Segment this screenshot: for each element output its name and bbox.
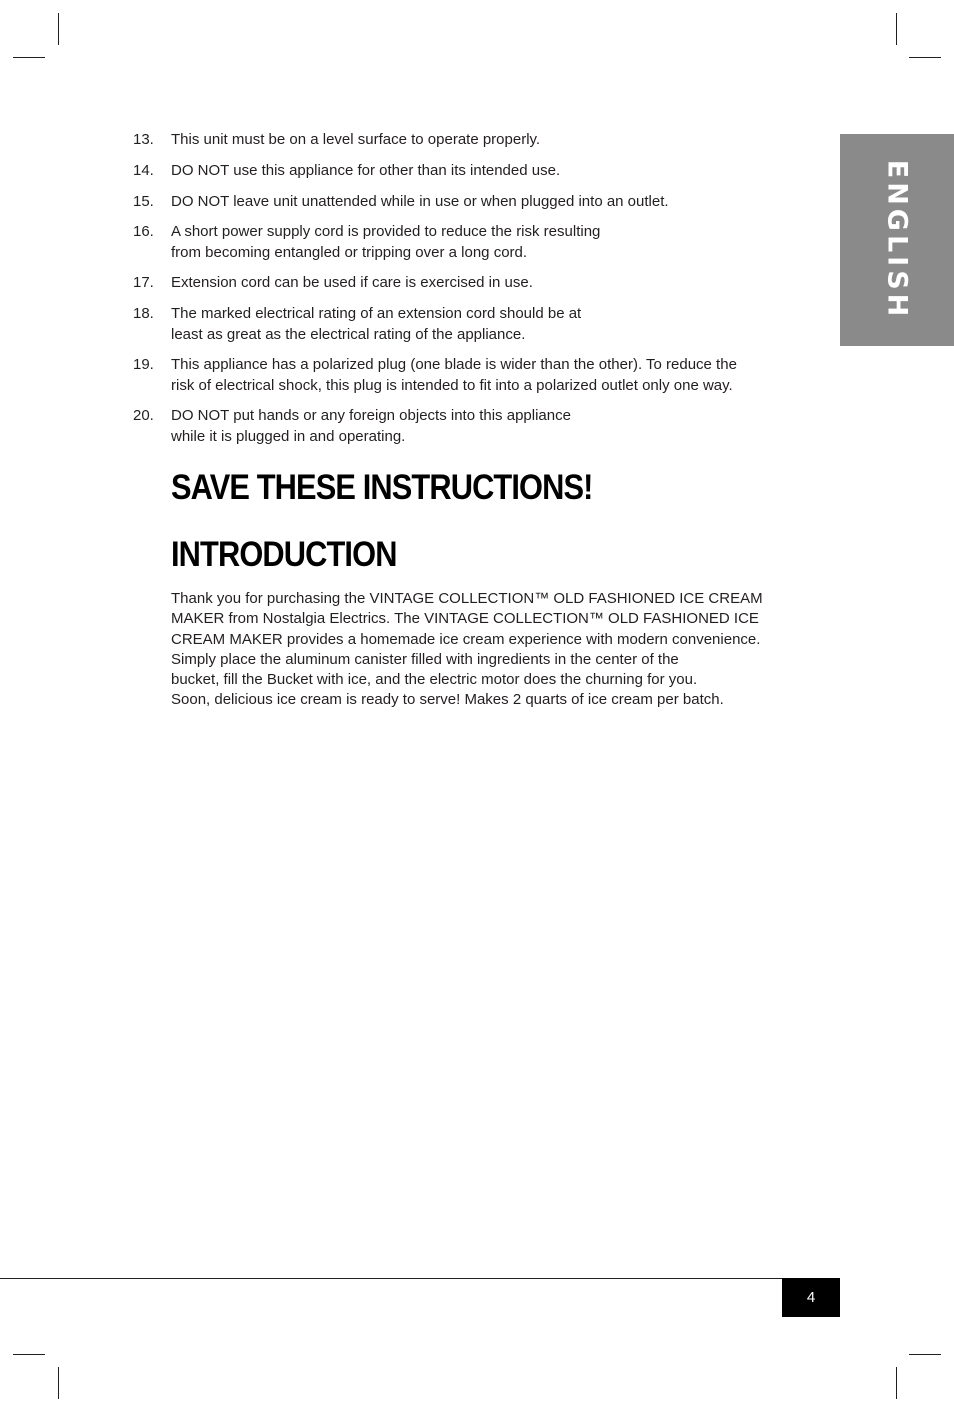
crop-mark (909, 1354, 941, 1355)
item-text: A short power supply cord is provided to reduce the risk resulting from becoming entangled or tripping over a long cord. (171, 223, 601, 261)
list-item (133, 161, 793, 181)
item-number: 15. (133, 192, 154, 210)
crop-mark (896, 1367, 897, 1399)
item-text: This unit must be on a level surface to operate properly. (171, 131, 541, 148)
list-item (133, 355, 793, 396)
crop-mark (13, 57, 45, 58)
page-number: 4 (806, 1289, 816, 1306)
crop-mark (13, 1354, 45, 1355)
introduction-heading: INTRODUCTION (171, 535, 397, 574)
list-item (133, 304, 793, 345)
item-text: DO NOT put hands or any foreign objects into this appliance while it is plugged in and operating. (171, 407, 571, 445)
safety-instructions-list (133, 130, 793, 458)
item-text: Extension cord can be used if care is exercised in use. (171, 274, 533, 292)
item-text: DO NOT use this appliance for other than its intended use. (171, 161, 561, 179)
crop-mark (58, 13, 59, 45)
language-tab-label: ENGLISH (881, 159, 913, 321)
list-item (133, 192, 793, 212)
save-instructions-heading: SAVE THESE INSTRUCTIONS! (171, 468, 593, 507)
item-number: 14. (133, 161, 154, 179)
item-text: The marked electrical rating of an extension cord should be at least as great as the electrical rating of the appliance. (171, 305, 582, 343)
list-item (133, 406, 793, 447)
item-number: 13. (133, 131, 154, 148)
list-item (133, 222, 793, 263)
item-number: 16. (133, 223, 154, 241)
item-number: 20. (133, 407, 154, 425)
footer-rule (0, 1278, 840, 1279)
item-number: 19. (133, 356, 154, 374)
item-text: DO NOT leave unit unattended while in use or when plugged into an outlet. (171, 192, 669, 210)
crop-mark (909, 57, 941, 58)
list-item (133, 273, 793, 293)
item-number: 17. (133, 274, 154, 292)
item-number: 18. (133, 305, 154, 323)
item-text: This appliance has a polarized plug (one blade is wider than the other). To reduce the risk of electrical shock, this plug is intended to fit into a polarized outlet only one way. (171, 356, 737, 394)
page-number-box (782, 1278, 840, 1317)
language-tab (840, 134, 954, 346)
crop-mark (896, 13, 897, 45)
crop-mark (58, 1367, 59, 1399)
introduction-paragraph: Thank you for purchasing the VINTAGE COLLECTION™ OLD FASHIONED ICE CREAM MAKER from Nostalgia Electrics. The VINTAGE COLLECTION™ OLD FASHIONED ICE CREAM MAKER provides a homemade ice cream experience with modern convenience. Simply place the aluminum canister filled with ingredients in the center of the bucket, fill the Bucket with ice, and the electric motor does the churning for you. Soon, delicious ice cream is ready to serve! Makes 2 quarts of ice cream per batch. (171, 590, 763, 709)
list-item (133, 130, 793, 150)
